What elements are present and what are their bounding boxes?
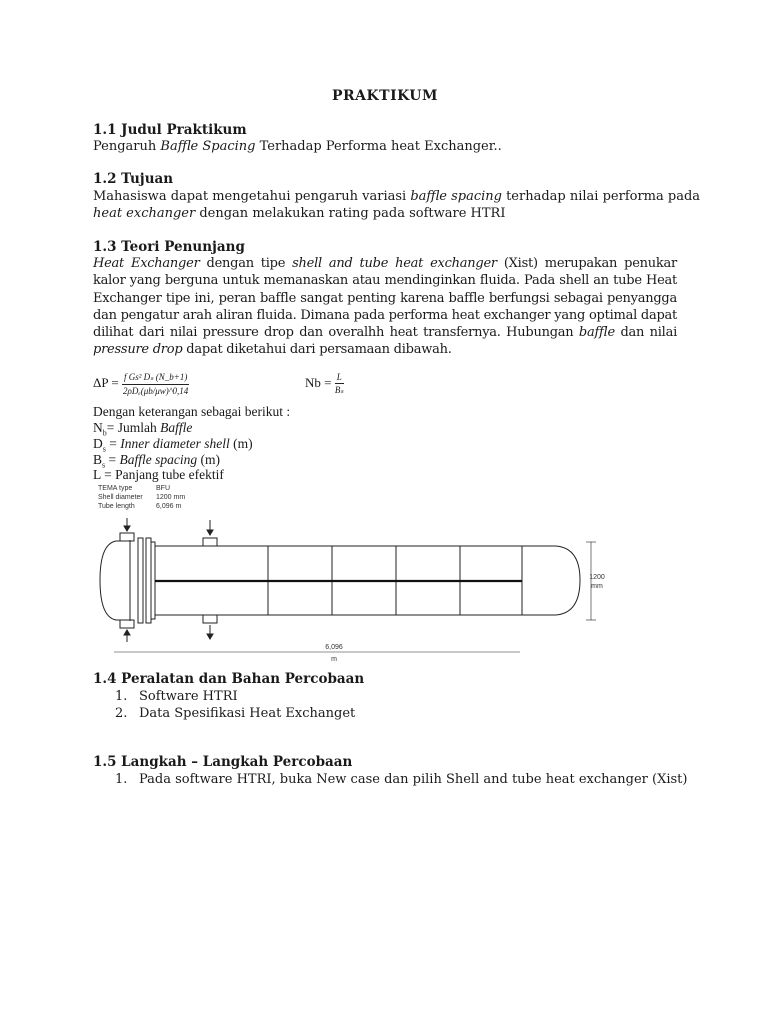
text-run: dan nilai bbox=[614, 325, 677, 341]
shell-outlet-nozzle bbox=[203, 615, 217, 623]
length-dimension-value: 6,096 bbox=[325, 644, 343, 651]
section-1-4-heading: 1.4 Peralatan dan Bahan Percobaan bbox=[93, 671, 365, 687]
list-item bbox=[115, 772, 687, 787]
text-run-italic: Heat Exchanger bbox=[93, 256, 200, 271]
formula-pressure-drop bbox=[93, 372, 189, 396]
list-item bbox=[115, 689, 238, 704]
formula-baffle-count bbox=[305, 372, 344, 396]
list-item-text: Software HTRI bbox=[139, 689, 238, 704]
heat-exchanger-drawing bbox=[94, 484, 614, 664]
section-1-3-paragraph bbox=[93, 255, 677, 359]
text-run: = bbox=[105, 436, 121, 451]
list-item bbox=[115, 706, 355, 721]
shell-end-cap bbox=[556, 546, 580, 615]
section-1-3-heading: 1.3 Teori Penunjang bbox=[93, 239, 245, 255]
tubesheet-flange bbox=[151, 542, 155, 619]
legend-intro: Dengan keterangan sebagai berikut : bbox=[93, 404, 291, 419]
shell-inlet-nozzle bbox=[203, 538, 217, 546]
text-run: dengan tipe bbox=[199, 256, 293, 271]
symbol-subscript: b bbox=[102, 428, 107, 438]
section-1-2-line-2 bbox=[93, 206, 505, 221]
arrow-head-icon bbox=[124, 630, 130, 635]
text-run: dapat diketahui dari persamaan dibawah. bbox=[182, 342, 452, 358]
text-run-italic: Inner diameter shell bbox=[120, 436, 230, 451]
text-run-italic: baffle spacing bbox=[410, 189, 502, 204]
text-run: Terhadap Performa heat Exchanger.. bbox=[255, 139, 502, 154]
text-run: Mahasiswa dapat mengetahui pengaruh variasi bbox=[93, 189, 411, 204]
formula-numerator: L bbox=[336, 372, 342, 382]
tube-outlet-nozzle bbox=[120, 620, 134, 628]
text-run: = bbox=[105, 452, 120, 467]
spec-label-tema: TEMA type bbox=[98, 485, 133, 492]
legend-item-l: L = Panjang tube efektif bbox=[93, 467, 224, 482]
list-number: 1. bbox=[115, 689, 128, 704]
symbol: D bbox=[93, 436, 103, 451]
text-run: (Xist) merupakan penukar kalor yang berguna untuk memanaskan atau mendinginkan fluida. Pada shell an tube Heat Exchanger tipe ini, peran baffle sangat penting karena baffle berfungsi sebagai penyangga dan pengatur arah aliran fluida. Dimana pada performa heat exchanger yang optimal dapat dilihat dari nilai pressure drop dan overalhh heat transfernya. Hubungan bbox=[93, 256, 677, 341]
page-title: PRAKTIKUM bbox=[331, 88, 439, 104]
arrow-head-icon bbox=[207, 634, 213, 639]
arrow-head-icon bbox=[207, 530, 213, 535]
section-1-1-heading: 1.1 Judul Praktikum bbox=[93, 122, 247, 138]
arrow-head-icon bbox=[124, 526, 130, 531]
tube-inlet-nozzle bbox=[120, 533, 134, 541]
spec-label-shell-diameter: Shell diameter bbox=[98, 494, 143, 501]
symbol-subscript: s bbox=[102, 444, 106, 454]
section-1-1-text bbox=[93, 139, 502, 154]
text-run: (m) bbox=[197, 452, 221, 467]
text-run-italic: Baffle Spacing bbox=[160, 139, 256, 154]
formula-denominator: 2ρDₑ(μb/μw)^0,14 bbox=[123, 386, 189, 396]
tubesheet-flange bbox=[138, 538, 143, 623]
diameter-dimension-unit: mm bbox=[591, 583, 603, 590]
text-run-italic: heat exchanger bbox=[93, 206, 196, 221]
spec-value-tube-length: 6,096 m bbox=[156, 503, 182, 510]
text-run-italic: pressure drop bbox=[93, 342, 183, 358]
formula-numerator: f Gs² Dₛ (N_b+1) bbox=[122, 372, 189, 385]
formula-fraction bbox=[122, 372, 189, 396]
formula-denominator: Bₛ bbox=[334, 385, 344, 395]
diameter-dimension-value: 1200 bbox=[589, 574, 605, 581]
section-1-2-line-1 bbox=[93, 189, 700, 204]
text-run-italic: baffle bbox=[578, 325, 615, 341]
text-run: Pengaruh bbox=[93, 139, 161, 154]
text-run: dengan melakukan rating pada software HTRI bbox=[195, 206, 506, 221]
text-run: (m) bbox=[229, 436, 253, 451]
symbol-subscript: s bbox=[102, 460, 106, 470]
text-run: = Jumlah bbox=[106, 420, 161, 435]
list-number: 1. bbox=[115, 772, 128, 787]
spec-value-tema: BFU bbox=[156, 485, 170, 492]
formula-lhs: Nb = bbox=[305, 374, 332, 390]
text-run-italic: shell and tube heat exchanger bbox=[292, 256, 497, 271]
symbol: B bbox=[93, 452, 103, 467]
tubesheet-flange bbox=[146, 538, 151, 623]
list-item-text: Data Spesifikasi Heat Exchanget bbox=[139, 706, 356, 721]
channel-head bbox=[100, 541, 130, 620]
text-run-italic: Baffle bbox=[160, 420, 193, 435]
text-run: terhadap nilai performa pada bbox=[501, 189, 701, 204]
list-number: 2. bbox=[115, 706, 128, 721]
formula-fraction bbox=[335, 372, 344, 396]
list-item-text: Pada software HTRI, buka New case dan pilih Shell and tube heat exchanger (Xist) bbox=[139, 772, 688, 787]
section-1-5-heading: 1.5 Langkah – Langkah Percobaan bbox=[93, 754, 353, 770]
formula-lhs: ΔP = bbox=[93, 374, 119, 390]
section-1-2-heading: 1.2 Tujuan bbox=[93, 171, 174, 187]
spec-label-tube-length: Tube length bbox=[98, 503, 135, 510]
length-dimension-unit: m bbox=[331, 656, 337, 663]
symbol: N bbox=[93, 420, 103, 435]
spec-value-shell-diameter: 1200 mm bbox=[156, 494, 186, 501]
text-run-italic: Baffle spacing bbox=[119, 452, 198, 467]
